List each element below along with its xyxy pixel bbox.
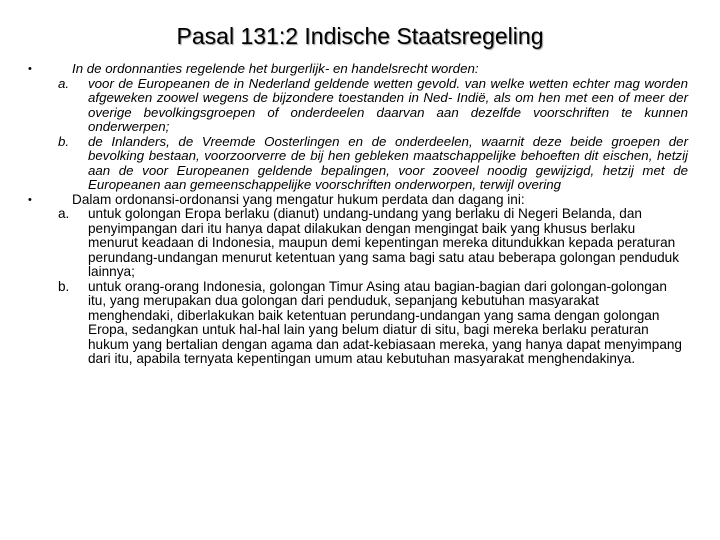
- list-item-indonesian-a: [28, 207, 688, 280]
- list-item-text: de Inlanders, de Vreemde Oosterlingen en de onderdeelen, waarnit deze beide groepen der bevolking bestaan, voorzoorverre de bij hen gebleken maatschappelijke behoeften dit eischen, hetzij aan de voor Europeanen geldende bepalingen, voor zooveel noodig gewijzigd, hetzij met de Europeanen aan gemeenschappelijke voorschriften onderworpen, terwijl overing: [88, 133, 688, 192]
- bullet-indonesian: [28, 193, 688, 208]
- list-item-dutch-a: [28, 77, 688, 135]
- list-item-dutch-b: [28, 135, 688, 193]
- slide-title: Pasal 131:2 Indische Staatsregeling: [176, 23, 544, 49]
- bullet-point-icon: •: [28, 63, 32, 75]
- slide-content: [28, 62, 688, 367]
- list-marker: a.: [58, 206, 70, 221]
- list-marker: b.: [58, 278, 70, 294]
- bullet-intro-indonesian: Dalam ordonansi-ordonansi yang mengatur hukum perdata dan dagang ini:: [72, 191, 525, 207]
- list-item-indonesian-b: [28, 280, 688, 367]
- list-item-text: untuk orang-orang Indonesia, golongan Timur Asing atau bagian-bagian dari golongan-golongan itu, yang merupakan dua golongan dari penduduk, sepanjang kebutuhan masyarakat menghendaki, diberlakukan baik ketentuan perundang-undangan yang sama dengan golongan Eropa, sedangkan untuk hal-hal lain yang belum diatur di situ, bagi mereka berlaku peraturan hukum yang bertalian dengan agama dan adat-kebiasaan mereka, yang hanya dapat menyimpang dari itu, apabila ternyata kepentingan umum atau kebutuhan masyarakat menghendakinya.: [88, 278, 682, 366]
- list-item-text: untuk golongan Eropa berlaku (dianut) undang-undang yang berlaku di Negeri Belanda, dan penyimpangan dari itu hanya dapat dilakukan dengan mengingat baik yang khusus berlaku menurut keadaan di Indonesia, maupun demi kepentingan mereka ditundukkan kepada peraturan perundang-undangan menurut ketentuan yang sama bagi satu atau beberapa golongan penduduk lainnya;: [88, 206, 680, 279]
- bullet-dutch: [28, 62, 688, 77]
- list-item-text: voor de Europeanen de in Nederland geldende wetten gevold. van welke wetten echter mag worden afgeweken zoowel wegens de bijzondere toestanden in Ned- Indië, als om hen met een of meer der overige bevolkingsgroepen of onderdeelen daarvan aan dezelfde voorschriften te kunnen onderwerpen;: [88, 75, 688, 134]
- bullet-intro-dutch: In de ordonnanties regelende het burgerlijk- en handelsrecht worden:: [72, 61, 479, 76]
- list-marker: b.: [58, 133, 70, 149]
- bullet-point-icon: •: [28, 193, 32, 206]
- list-marker: a.: [58, 75, 70, 91]
